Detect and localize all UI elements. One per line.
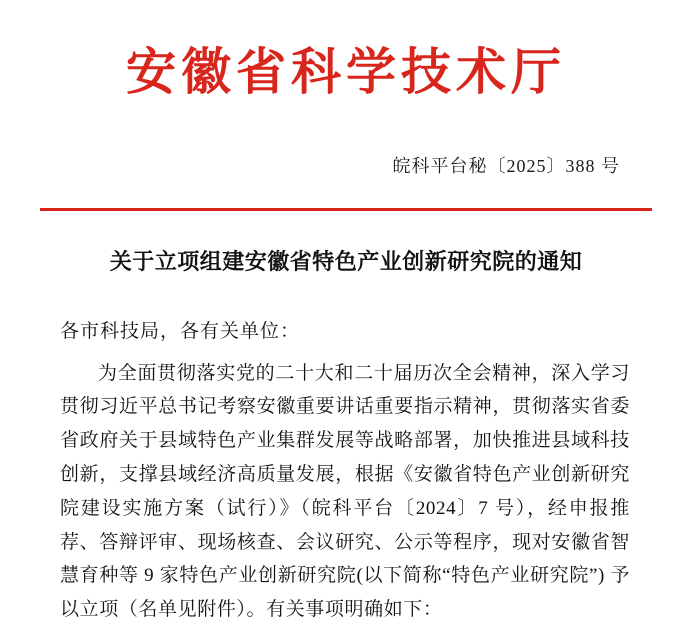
red-divider-rule [40, 208, 652, 211]
body-paragraph: 为全面贯彻落实党的二十大和二十届历次全会精神，深入学习贯彻习近平总书记考察安徽重要讲话重要指示精神，贯彻落实省委省政府关于县域特色产业集群发展等战略部署，加快推进县域科技创新，支撑县域经济高质量发展，根据《安徽省特色产业创新研究院建设实施方案（试行）》（皖科平台〔2024〕7 号），经申报推荐、答辩评审、现场核查、会议研究、公示等程序，现对安徽省智慧育种等 9 家特色产业创新研究院(以下简称“特色产业研究院”) 予以立项（名单见附件）。有关事项明确如下： [60, 357, 630, 627]
letterhead [0, 0, 692, 102]
issuing-agency-title: 安徽省科学技术厅 [0, 44, 692, 102]
document-number: 皖科平台秘〔2025〕388 号 [0, 152, 692, 178]
salutation: 各市科技局，各有关单位： [60, 316, 692, 343]
document-title: 关于立项组建安徽省特色产业创新研究院的通知 [58, 245, 634, 278]
